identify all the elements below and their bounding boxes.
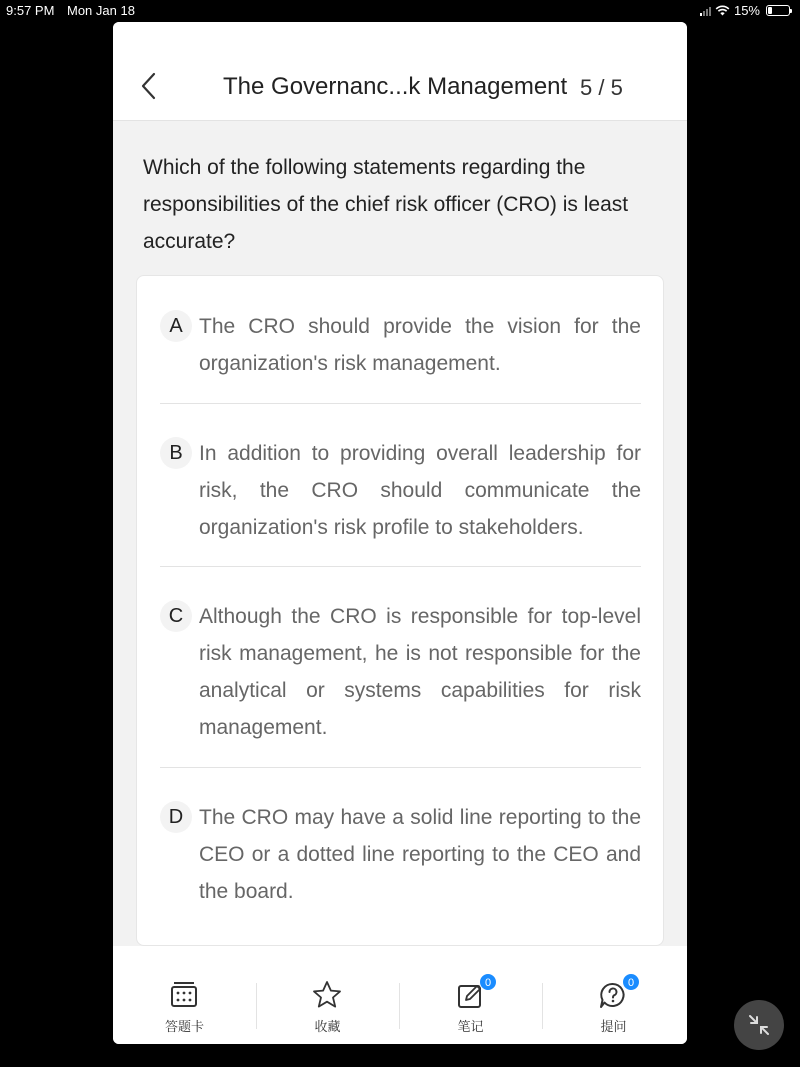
signal-icon	[700, 6, 711, 16]
option-letter: A	[160, 310, 192, 342]
header	[113, 22, 687, 121]
divider	[160, 403, 641, 404]
tab-label: 笔记	[457, 1019, 484, 1034]
option-text: Although the CRO is responsible for top-level risk management, he is not responsible for the analytical or systems capabilities for risk management.	[199, 605, 641, 739]
collapse-icon	[734, 1000, 784, 1050]
page-counter: 5 / 5	[580, 75, 623, 100]
tab-answer-sheet[interactable]	[113, 946, 256, 1044]
collapse-button[interactable]	[734, 1000, 784, 1050]
notes-badge: 0	[479, 973, 497, 991]
star-icon	[311, 980, 343, 1010]
ask-badge: 0	[622, 973, 640, 991]
option-letter: C	[160, 600, 192, 632]
tab-label: 收藏	[314, 1019, 341, 1034]
option-text: In addition to providing overall leadership for risk, the CRO should communicate the organization's risk profile to stakeholders.	[199, 442, 641, 539]
battery-icon	[766, 5, 790, 16]
option-text: The CRO should provide the vision for the organization's risk management.	[199, 315, 641, 375]
bottom-toolbar	[113, 946, 687, 1044]
option-b[interactable]	[160, 435, 641, 547]
question-text: Which of the following statements regarding the responsibilities of the chief risk officer (CRO) is least accurate?	[143, 156, 629, 253]
option-a[interactable]	[160, 308, 641, 384]
status-time: 9:57 PM	[6, 3, 55, 18]
status-right	[700, 3, 790, 18]
wifi-icon	[715, 5, 730, 16]
option-letter: B	[160, 437, 192, 469]
question-panel	[113, 22, 687, 1044]
status-bar	[0, 0, 800, 20]
tab-favorite[interactable]	[256, 946, 399, 1044]
status-date: Mon Jan 18	[67, 3, 135, 18]
tab-label: 答题卡	[164, 1019, 204, 1034]
divider	[160, 767, 641, 768]
battery-percent: 15%	[733, 3, 760, 18]
tab-label: 提问	[600, 1019, 627, 1034]
answer-sheet-icon	[168, 980, 200, 1010]
chevron-left-icon	[139, 72, 159, 100]
option-letter: D	[160, 801, 192, 833]
tab-ask[interactable]	[542, 946, 685, 1044]
option-c[interactable]	[160, 598, 641, 746]
option-text: The CRO may have a solid line reporting to the CEO or a dotted line reporting to the CEO and the board.	[199, 806, 641, 903]
back-button[interactable]	[139, 72, 159, 100]
option-d[interactable]	[160, 799, 641, 911]
options-card	[136, 275, 664, 946]
divider	[160, 566, 641, 567]
tab-notes[interactable]	[399, 946, 542, 1044]
page-title: The Governanc...k Management	[223, 73, 568, 100]
